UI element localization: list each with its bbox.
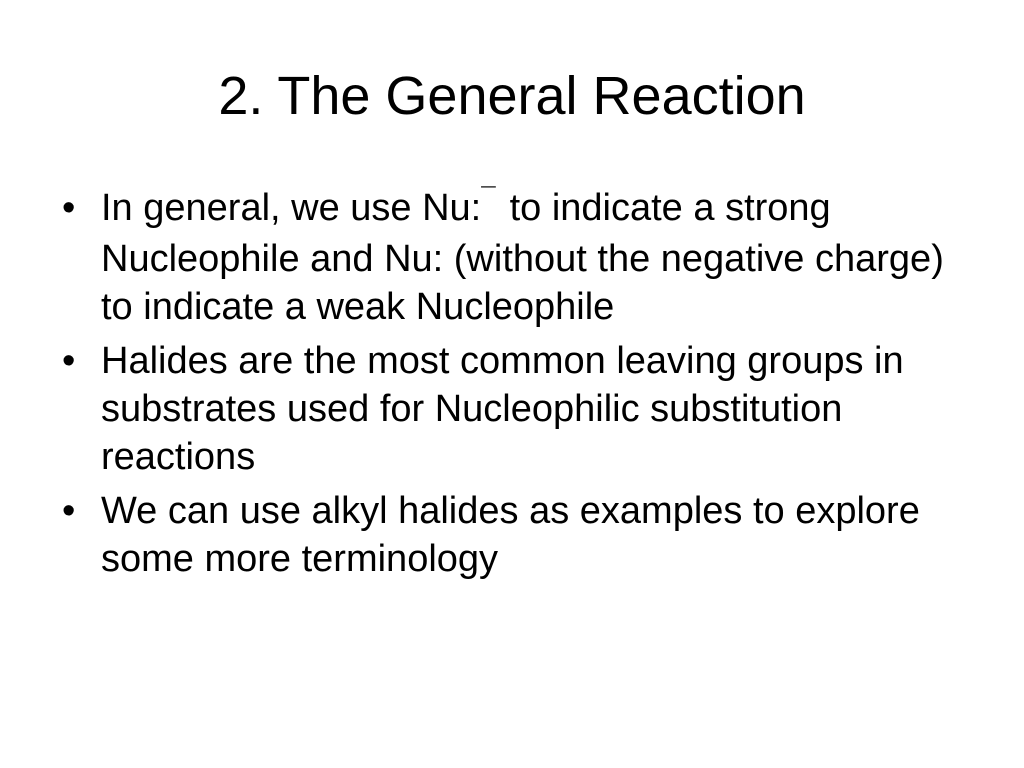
bullet-list [62, 184, 962, 589]
bullet-text-2: Halides are the most common leaving groups in substrates used for Nucleophilic substitution reactions [101, 340, 904, 478]
bullet-text-1-start: In general, we use Nu: [101, 187, 482, 229]
bullet-item-2 [62, 337, 962, 481]
bullet-marker: • [62, 187, 76, 229]
slide-title: 2. The General Reaction [218, 66, 806, 126]
bullet-item-1 [62, 184, 962, 331]
negative-charge-superscript: ¯ [481, 182, 496, 212]
bullet-marker: • [62, 490, 76, 532]
bullet-item-3 [62, 487, 962, 583]
bullet-marker: • [62, 340, 76, 382]
bullet-text-1-end: to indicate a strong Nucleophile and Nu: (without the negative charge) to indicate a weak Nucleophile [101, 187, 944, 328]
bullet-text-3: We can use alkyl halides as examples to explore some more terminology [101, 490, 920, 580]
